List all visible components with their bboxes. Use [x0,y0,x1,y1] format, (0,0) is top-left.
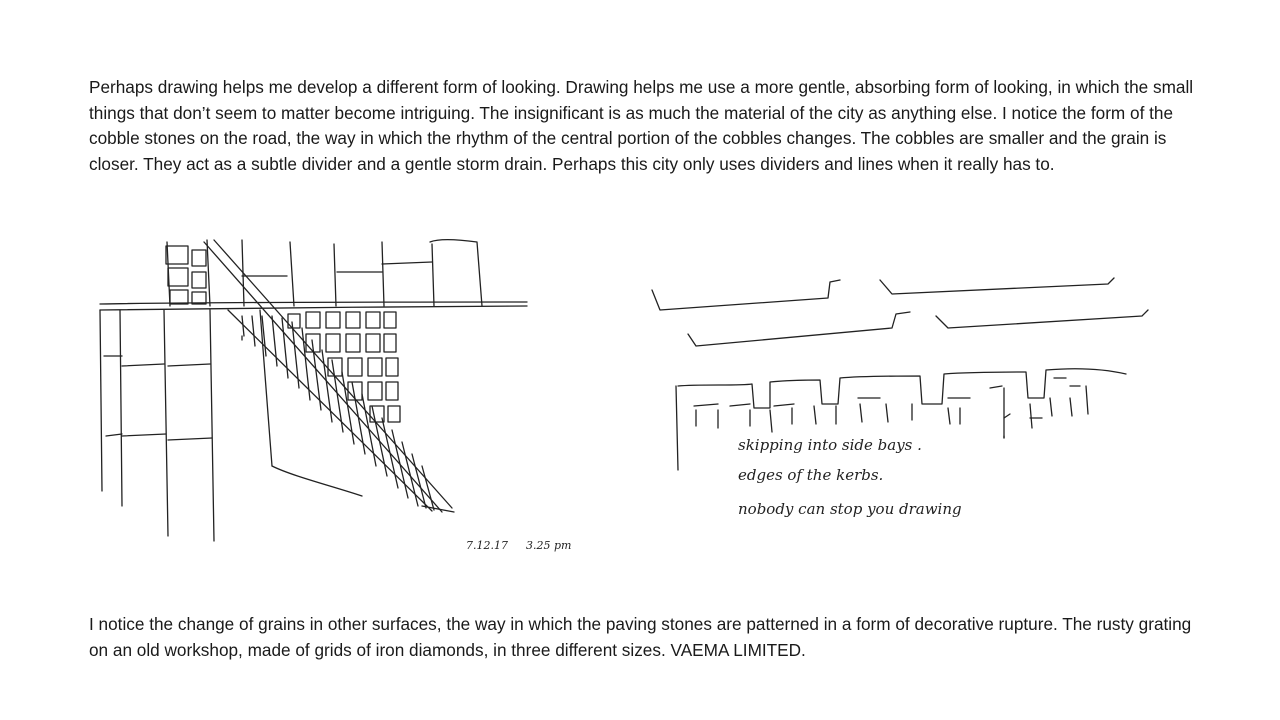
sketch-time: 3.25 pm [526,539,572,552]
note-kerb-edges: edges of the kerbs. [738,466,884,484]
sketch-date: 7.12.17 [466,539,508,552]
cobbles-grid [288,312,400,422]
intro-paragraph: Perhaps drawing helps me develop a different form of looking. Drawing helps me use a more gentle, absorbing form of looking, in which the small things that don’t seem to matter become intriguing. The insignificant is as much the material of the city as anything else. I notice the form of the cobble stones on the road, the way in which the rhythm of the central portion of the cobbles changes. The cobbles are smaller and the grain is closer. They act as a subtle divider and a gentle storm drain. Perhaps this city only uses dividers and lines when it really has to. [89,77,1194,174]
cobblestone-sketch [92,236,582,560]
note-nobody-can-stop: nobody can stop you drawing [738,500,962,518]
note-side-bays: skipping into side bays . [738,436,922,454]
kerb-edges-sketch [630,238,1160,528]
hatching [242,316,434,510]
closing-paragraph: I notice the change of grains in other surfaces, the way in which the paving stones are patterned in a form of decorative rupture. The rusty grating on an old workshop, made of grids of iron diamonds, in three different sizes. VAEMA LIMITED. [89,614,1192,660]
